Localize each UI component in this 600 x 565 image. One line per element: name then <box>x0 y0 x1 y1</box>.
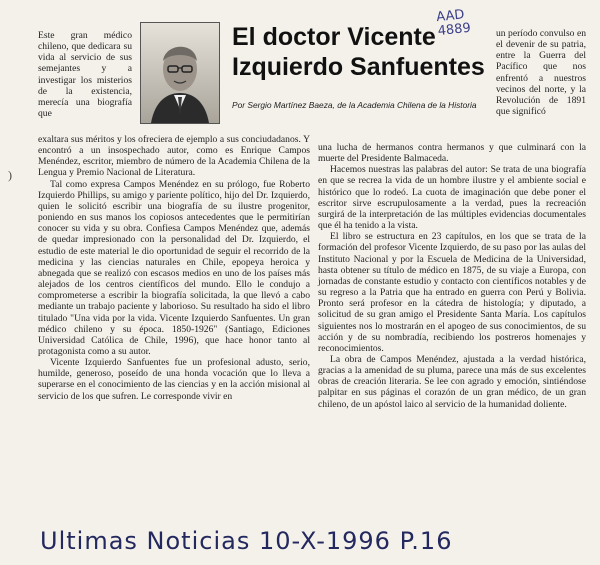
paragraph: Tal como expresa Campos Menéndez en su prólogo, fue Roberto Izquierdo Phillips, su amigo y pariente político, hijo del Dr. Izquierdo, quien le solicitó escribir una biografía de su ilustre progenitor, poniendo en sus manos los copiosos antecedentes que le permitirían conocer su vida y su obra. Confiesa Campos Menéndez que, además de quedar impresionado con la personalidad del Dr. Izquierdo, el estudio de este material le dio oportunidad de seguir el recorrido de la medicina y las ciencias naturales en Chile, epopeya heroica y abnegada que se realizó con escasos medios en uno de los países más alejados de los centros científicos del mundo. Ello le condujo a comprometerse a escribir la biografía solicitada, la que llevó a cabo mediante un trabajo paciente y laborioso. Su resultado ha sido el libro titulado "Una vida por la vida. Vicente Izquierdo Sanfuentes. Un gran médico chileno y su época. 1850-1926" (Santiago, Ediciones Universidad Católica de Chile, 1996), que hace honor tanto al protagonista como a su autor. <box>38 178 310 357</box>
column-right-main <box>318 142 586 410</box>
paragraph: Este gran médico chileno, que dedicara su vida al servicio de sus semejantes y a investigar los misterios de la existencia, merecía una biografía que <box>38 30 132 120</box>
paragraph: exaltara sus méritos y los ofreciera de ejemplo a sus conciudadanos. Y encontró a un insospechado autor, como es Enrique Campos Menéndez, escritor, miembro de número de la Academia Chilena de la Lengua y Premio Nacional de Literatura. <box>38 134 310 179</box>
column-left-main <box>38 134 310 402</box>
article-byline: Por Sergio Martínez Baeza, de la Academia Chilena de la Historia <box>232 100 477 110</box>
column-left-top <box>38 30 132 119</box>
column-right-top <box>496 28 586 117</box>
paragraph: La obra de Campos Menéndez, ajustada a la verdad histórica, gracias a la amenidad de su pluma, parece una más de sus excelentes obras de creación literaria. Se lee con agrado y emoción, sintiéndose palpitar en sus páginas el corazón de un gran médico, de un gran chileno, de un apóstol laico al servicio de la humanidad doliente. <box>318 353 586 410</box>
paragraph: Hacemos nuestras las palabras del autor: Se trata de una biografía en que se recrea la vida de un hombre ilustre y el ambiente social e histórico que lo rodeó. La cuota de imaginación que debe poner el escritor sirve escrupulosamente a la verdad, pues la recreación surgirá de la interpretación de las múltiples evidencias documentales que él ha tenido a la vista. <box>318 164 586 232</box>
paragraph: Vicente Izquierdo Sanfuentes fue un profesional adusto, serio, humilde, generoso, poseído de una honda vocación que lo lleva a superarse en el conocimiento de las ciencias y en la acción misional al servicio de los que sufren. Le corresponde vivir en <box>38 357 310 402</box>
margin-mark: ) <box>8 168 12 182</box>
article-title: El doctor Vicente Izquierdo Sanfuentes <box>232 23 485 81</box>
portrait-image <box>141 23 219 123</box>
paragraph: un período convulso en el devenir de su patria, entre la Guerra del Pacífico que nos enfrentó a nuestros vecinos del norte, y la Revolución de 1891 que significó <box>496 28 586 118</box>
paragraph: El libro se estructura en 23 capítulos, en los que se trata de la formación del profesor Vicente Izquierdo, de su paso por las aulas del Instituto Nacional y por la Escuela de Medicina de la Universidad, hasta obtener su título de médico en 1875, de su viaje a Europa, con jornadas de constante estudio y contacto con científicos notables y de su regreso a la Patria que ha entrado en guerra con Perú y Bolivia. Pronto será profesor en la cátedra de histología; y diputado, a solicitud de su gran amigo el Presidente Santa María. Los capítulos siguientes nos lo mostrarán en el apogeo de sus conocimientos, de su acción y de su nombradía, recibiendo los postreros homenajes y reconocimientos. <box>318 231 586 354</box>
handwritten-source-note: Ultimas Noticias 10-X-1996 P.16 <box>40 527 453 555</box>
portrait-photo <box>140 22 220 124</box>
handwritten-catalog-tag: AAD 4889 <box>435 7 472 40</box>
paragraph: una lucha de hermanos contra hermanos y que culminará con la muerte del Presidente Balmaceda. <box>318 142 586 165</box>
